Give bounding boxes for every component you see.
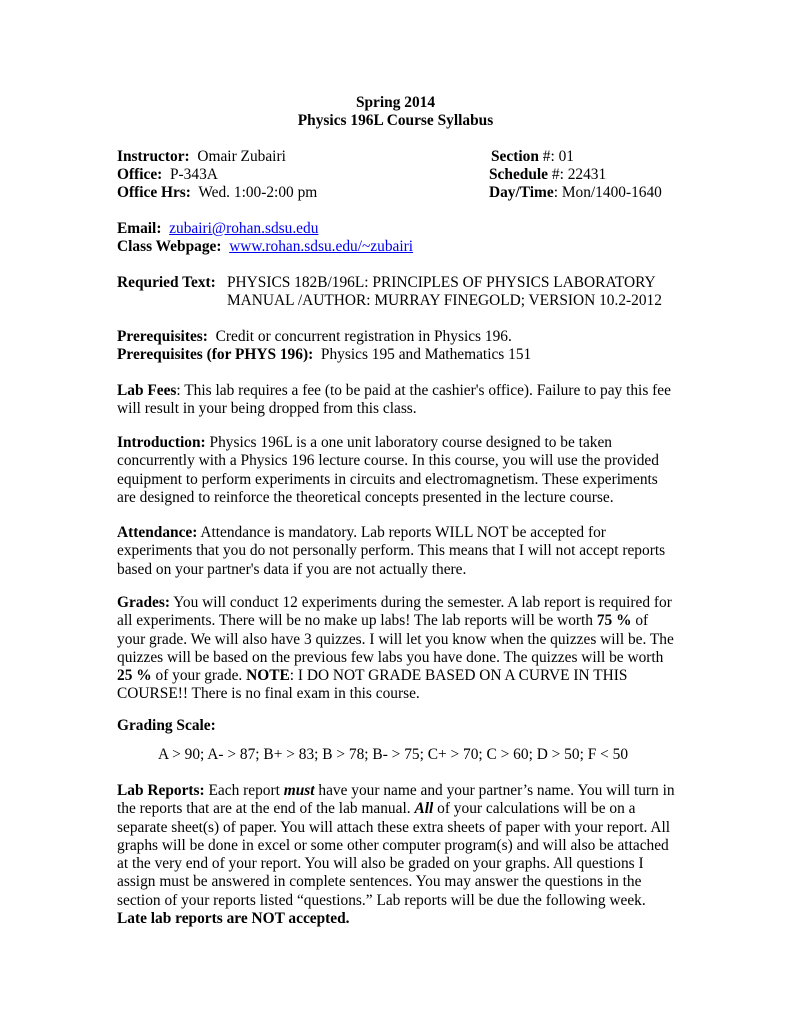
daytime-row [489, 184, 662, 202]
required-text-line-2: MANUAL /AUTHOR: MURRAY FINEGOLD; VERSION 10.2-2012 [227, 292, 662, 309]
office-value: P-343A [170, 166, 218, 183]
grades-text-4: : I DO NOT GRADE BASED ON A CURVE IN THIS COURSE!! There is no final exam in this course. [117, 667, 628, 703]
office-hours-value: Wed. 1:00-2:00 pm [198, 184, 318, 201]
must-emphasis: must [283, 782, 315, 799]
introduction-label: Introduction: [117, 434, 206, 451]
note-label: NOTE [246, 667, 290, 685]
grading-scale-label: Grading Scale: [117, 717, 216, 734]
schedule-row [489, 166, 606, 184]
email-row [117, 220, 318, 238]
lab-reports-text-2: have your name and your partner’s name. You will turn in the reports that are at the end of the lab manual. [117, 782, 675, 818]
email-label: Email: [117, 220, 162, 237]
grading-scale-values: A > 90; A- > 87; B+ > 83; B > 78; B- > 75; C+ > 70; C > 60; D > 50; F < 50 [158, 746, 629, 763]
lab-reports-label: Lab Reports: [117, 782, 205, 799]
late-policy: Late lab reports are NOT accepted. [117, 910, 350, 928]
instructor-row [117, 148, 286, 166]
prerequisites-phys196-value: Physics 195 and Mathematics 151 [320, 346, 532, 363]
all-emphasis: All [414, 800, 434, 818]
lab-reports-text-1: Each report [208, 782, 280, 799]
webpage-link[interactable]: www.rohan.sdsu.edu/~zubairi [229, 238, 414, 255]
lab-fees-paragraph [117, 382, 677, 419]
prerequisites-phys196-row [117, 346, 531, 364]
lab-fees-body: : This lab requires a fee (to be paid at the cashier's office). Failure to pay this fee will result in your being dropped from this class. [117, 382, 671, 418]
office-label: Office: [117, 166, 163, 183]
prerequisites-phys196-label: Prerequisites (for PHYS 196): [117, 346, 314, 363]
prerequisites-label: Prerequisites: [117, 328, 208, 345]
grades-text-3: of your grade. [155, 667, 243, 685]
schedule-label: Schedule [489, 166, 549, 183]
instructor-label: Instructor: [117, 148, 190, 165]
grades-paragraph [117, 594, 677, 704]
daytime-value: : Mon/1400-1640 [553, 184, 662, 201]
attendance-paragraph [117, 524, 677, 579]
prerequisites-row [117, 328, 512, 346]
webpage-label: Class Webpage: [117, 238, 222, 255]
introduction-paragraph [117, 434, 677, 507]
lab-reports-weight: 75 % [596, 612, 632, 630]
lab-reports-text-3: of your calculations will be on a separate sheet(s) of paper. You will attach these extra sheets of paper with your report. All graphs will be done in excel or some other computer program(s) and will also be attached at the very end of your report. You will also be graded on your graphs. All questions I assign must be answered in complete sentences. You may answer the questions in the section of your reports listed “questions.” Lab reports will be due the following week. [117, 800, 671, 909]
instructor-value: Omair Zubairi [197, 148, 286, 165]
webpage-row [117, 238, 413, 256]
lab-fees-label: Lab Fees [117, 382, 177, 399]
section-row [491, 148, 574, 166]
required-text-label: Requried Text: [117, 274, 216, 291]
daytime-label: Day/Time [489, 184, 554, 201]
required-text-row [117, 274, 216, 292]
lab-reports-paragraph [117, 782, 677, 928]
attendance-label: Attendance: [117, 524, 198, 541]
term-heading: Spring 2014 [355, 94, 436, 111]
introduction-body: Physics 196L is a one unit laboratory course designed to be taken concurrently with a Physics 196 lecture course. In this course, you will use the provided equipment to perform experiments in circuits and electromagnetism. These experiments are designed to reinforce the theoretical concepts presented in the lecture course. [117, 434, 659, 506]
section-label: Section [491, 148, 539, 165]
office-row [117, 166, 218, 184]
prerequisites-value: Credit or concurrent registration in Physics 196. [215, 328, 512, 345]
grading-scale-heading [117, 717, 216, 735]
section-value: #: 01 [542, 148, 574, 165]
grades-text-2: of your grade. We will also have 3 quizzes. I will let you know when the quizzes will be. The quizzes will be based on the previous few labs you have done. The quizzes will be worth [117, 612, 674, 666]
required-text-line-1: PHYSICS 182B/196L: PRINCIPLES OF PHYSICS LABORATORY [227, 274, 656, 291]
quizzes-weight: 25 % [117, 667, 152, 685]
course-title: Physics 196L Course Syllabus [297, 112, 494, 129]
grades-label: Grades: [117, 594, 171, 611]
office-hours-row [117, 184, 317, 202]
schedule-value: #: 22431 [551, 166, 607, 183]
grades-text-1: You will conduct 12 experiments during the semester. A lab report is required for all experiments. There will be no make up labs! The lab reports will be worth [117, 594, 672, 630]
attendance-body: Attendance is mandatory. Lab reports WILL NOT be accepted for experiments that you do not personally perform. This means that I will not accept reports based on your partner's data if you are not actually there. [117, 524, 666, 578]
email-link[interactable]: zubairi@rohan.sdsu.edu [169, 220, 319, 237]
office-hours-label: Office Hrs: [117, 184, 191, 201]
